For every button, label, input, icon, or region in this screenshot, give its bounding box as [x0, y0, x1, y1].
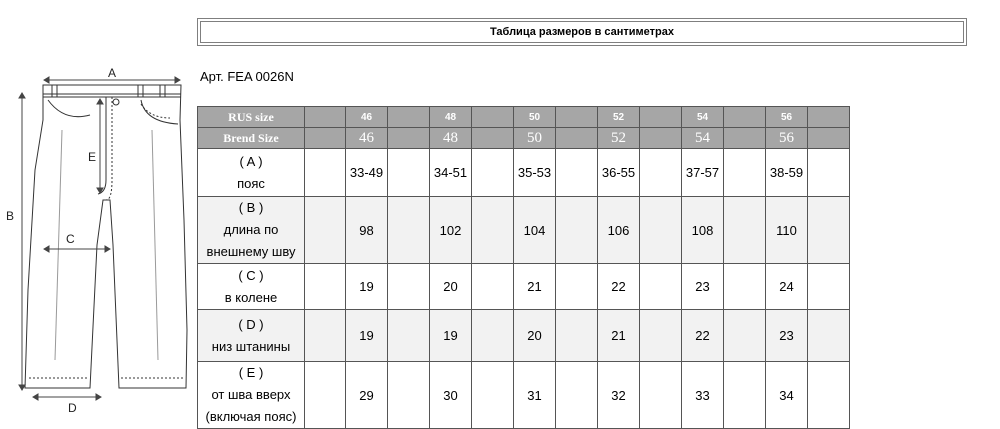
measurement-code: ( B )	[238, 200, 264, 215]
empty-cell	[640, 107, 682, 128]
measurement-name: (включая пояс)	[205, 409, 297, 424]
empty-cell	[305, 107, 346, 128]
measurement-value: 38-59	[766, 149, 808, 197]
empty-cell	[556, 128, 598, 149]
measurement-value: 34	[766, 362, 808, 429]
empty-cell	[305, 149, 346, 197]
measurement-value: 29	[346, 362, 388, 429]
empty-cell	[808, 128, 850, 149]
page-title: Таблица размеров в сантиметрах	[200, 21, 964, 43]
empty-cell	[305, 264, 346, 310]
empty-cell	[724, 264, 766, 310]
size-value: 54	[682, 107, 724, 128]
empty-cell	[556, 264, 598, 310]
measurement-value: 110	[766, 197, 808, 264]
empty-cell	[305, 310, 346, 362]
measurement-value: 24	[766, 264, 808, 310]
title-box	[197, 18, 967, 46]
empty-cell	[388, 362, 430, 429]
empty-cell	[724, 107, 766, 128]
empty-cell	[640, 310, 682, 362]
empty-cell	[556, 197, 598, 264]
empty-cell	[556, 149, 598, 197]
size-table	[197, 106, 934, 429]
label-e: E	[88, 150, 97, 164]
empty-cell	[724, 128, 766, 149]
measurement-value: 104	[514, 197, 556, 264]
empty-cell	[388, 264, 430, 310]
empty-cell	[388, 107, 430, 128]
measurement-row	[198, 310, 934, 362]
empty-cell	[808, 107, 850, 128]
empty-cell	[640, 149, 682, 197]
size-value: 52	[598, 107, 640, 128]
measurement-value: 23	[766, 310, 808, 362]
empty-cell	[724, 362, 766, 429]
measurement-value: 19	[346, 310, 388, 362]
measurement-label	[198, 362, 305, 429]
size-value: 52	[598, 128, 640, 149]
header-row	[198, 128, 934, 149]
measurement-value: 98	[346, 197, 388, 264]
empty-cell	[472, 128, 514, 149]
measurement-name: низ штанины	[211, 338, 291, 354]
pants-diagram	[0, 60, 200, 426]
measurement-value: 102	[430, 197, 472, 264]
empty-cell	[472, 149, 514, 197]
empty-cell	[472, 264, 514, 310]
empty-cell	[305, 128, 346, 149]
size-value: 48	[430, 128, 472, 149]
measurement-value: 31	[514, 362, 556, 429]
empty-cell	[808, 264, 850, 310]
size-value: 50	[514, 128, 556, 149]
header-label: RUS size	[198, 107, 305, 128]
empty-cell	[388, 310, 430, 362]
label-a: A	[108, 66, 117, 80]
empty-cell	[640, 197, 682, 264]
empty-cell	[388, 149, 430, 197]
measurement-row	[198, 362, 934, 429]
empty-cell	[472, 197, 514, 264]
empty-cell	[556, 107, 598, 128]
measurement-value: 34-51	[430, 149, 472, 197]
measurement-code: ( E )	[238, 365, 264, 380]
empty-cell	[724, 197, 766, 264]
header-row	[198, 107, 934, 128]
measurement-row	[198, 197, 934, 264]
size-value: 54	[682, 128, 724, 149]
measurement-row	[198, 264, 934, 310]
measurement-value: 20	[514, 310, 556, 362]
label-c: C	[66, 232, 75, 246]
label-d: D	[68, 401, 77, 415]
empty-cell	[724, 310, 766, 362]
measurement-value: 19	[346, 264, 388, 310]
size-value: 56	[766, 128, 808, 149]
empty-cell	[640, 128, 682, 149]
empty-cell	[556, 310, 598, 362]
measurement-value: 23	[682, 264, 724, 310]
measurement-value: 22	[598, 264, 640, 310]
empty-cell	[724, 149, 766, 197]
size-value: 56	[766, 107, 808, 128]
measurement-code: ( D )	[238, 316, 264, 332]
measurement-value: 35-53	[514, 149, 556, 197]
size-value: 48	[430, 107, 472, 128]
measurement-value: 20	[430, 264, 472, 310]
empty-cell	[808, 362, 850, 429]
measurement-value: 108	[682, 197, 724, 264]
empty-cell	[640, 264, 682, 310]
measurement-row	[198, 149, 934, 197]
empty-cell	[472, 362, 514, 429]
measurement-value: 33-49	[346, 149, 388, 197]
empty-cell	[808, 197, 850, 264]
size-value: 46	[346, 107, 388, 128]
measurement-label	[198, 310, 305, 362]
measurement-value: 19	[430, 310, 472, 362]
measurement-label	[198, 149, 305, 197]
measurement-code: ( C )	[238, 267, 264, 283]
size-value: 46	[346, 128, 388, 149]
label-b: B	[6, 209, 15, 223]
empty-cell	[388, 128, 430, 149]
measurement-name: от шва вверх	[211, 387, 291, 402]
empty-cell	[808, 149, 850, 197]
empty-cell	[305, 197, 346, 264]
measurement-code: ( A )	[239, 153, 263, 169]
measurement-name: в колене	[224, 289, 278, 305]
measurement-value: 32	[598, 362, 640, 429]
measurement-name: пояс	[237, 175, 265, 191]
empty-cell	[472, 310, 514, 362]
table-body	[198, 107, 934, 429]
measurement-label	[198, 264, 305, 310]
measurement-label	[198, 197, 305, 264]
measurement-value: 30	[430, 362, 472, 429]
measurement-value: 33	[682, 362, 724, 429]
measurement-name: внешнему шву	[206, 244, 296, 259]
empty-cell	[305, 362, 346, 429]
empty-cell	[808, 310, 850, 362]
header-label: Brend Size	[198, 128, 305, 149]
empty-cell	[640, 362, 682, 429]
measurement-value: 37-57	[682, 149, 724, 197]
empty-cell	[388, 197, 430, 264]
measurement-value: 106	[598, 197, 640, 264]
size-value: 50	[514, 107, 556, 128]
measurement-value: 21	[598, 310, 640, 362]
measurement-name: длина по	[223, 222, 279, 237]
empty-cell	[472, 107, 514, 128]
measurement-value: 21	[514, 264, 556, 310]
empty-cell	[556, 362, 598, 429]
article-number: Арт. FEA 0026N	[200, 69, 294, 84]
measurement-value: 36-55	[598, 149, 640, 197]
measurement-value: 22	[682, 310, 724, 362]
